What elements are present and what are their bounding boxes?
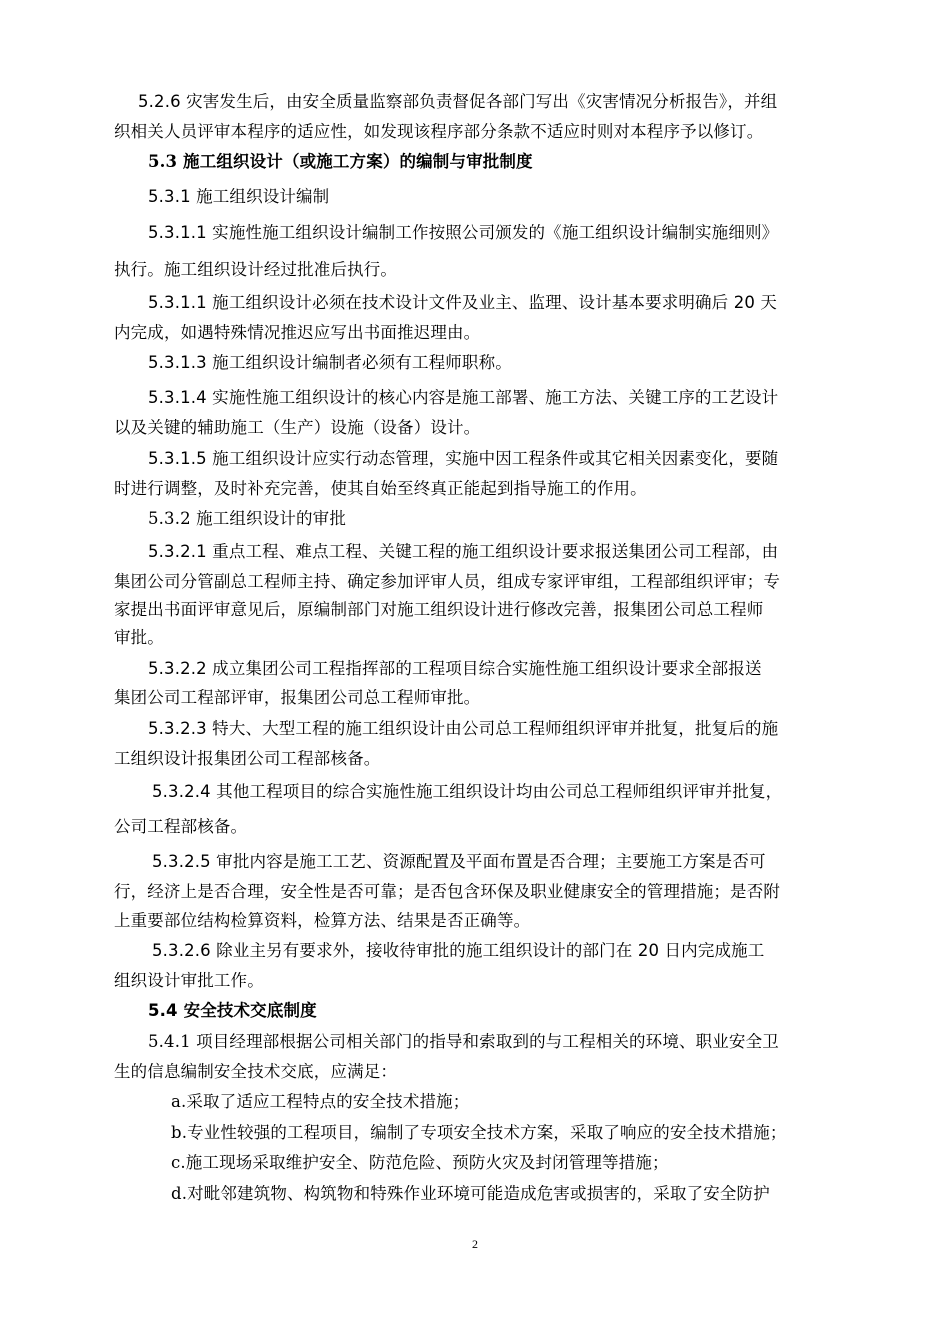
page-number: 2 xyxy=(472,1237,478,1251)
paragraph-5-3-2-1-line-3: 家提出书面评审意见后，原编制部门对施工组织设计进行修改完善，报集团公司总工程师 xyxy=(114,600,764,619)
paragraph-5-3-2-5-line-2: 行，经济上是否合理，安全性是否可靠；是否包含环保及职业健康安全的管理措施；是否附 xyxy=(114,882,780,901)
list-item-c: c.施工现场采取维护安全、防范危险、预防火灾及封闭管理等措施； xyxy=(171,1153,669,1172)
list-item-b: b.专业性较强的工程项目，编制了专项安全技术方案，采取了响应的安全技术措施； xyxy=(171,1123,787,1142)
paragraph-5-3-2-2-line-2: 集团公司工程部评审，报集团公司总工程师审批。 xyxy=(114,688,481,707)
subsection-heading-5-3-2: 5.3.2 施工组织设计的审批 xyxy=(148,509,346,528)
section-heading-5-4: 5.4 安全技术交底制度 xyxy=(148,1001,317,1020)
paragraph-5-3-2-1-line-4: 审批。 xyxy=(114,628,164,647)
paragraph-5-4-1-line-1: 5.4.1 项目经理部根据公司相关部门的指导和索取到的与工程相关的环境、职业安全卫 xyxy=(148,1032,779,1051)
paragraph-5-2-6-line-1: 5.2.6 灾害发生后，由安全质量监察部负责督促各部门写出《灾害情况分析报告》，并组 xyxy=(138,92,778,111)
subsection-heading-5-3-1: 5.3.1 施工组织设计编制 xyxy=(148,187,330,206)
paragraph-5-3-2-6-line-1: 5.3.2.6 除业主另有要求外，接收待审批的施工组织设计的部门在 20 日内完成施工 xyxy=(152,941,765,960)
paragraph-5-3-1-1a-line-1: 5.3.1.1 实施性施工组织设计编制工作按照公司颁发的《施工组织设计编制实施细则》 xyxy=(148,223,779,242)
paragraph-5-3-2-4-line-1: 5.3.2.4 其他工程项目的综合实施性施工组织设计均由公司总工程师组织评审并批复， xyxy=(152,782,783,801)
paragraph-5-3-2-3-line-2: 工组织设计报集团公司工程部核备。 xyxy=(114,749,381,768)
paragraph-5-2-6-line-2: 织相关人员评审本程序的适应性，如发现该程序部分条款不适应时则对本程序予以修订。 xyxy=(114,122,764,141)
paragraph-5-3-1-1a-line-2: 执行。施工组织设计经过批准后执行。 xyxy=(114,260,398,279)
paragraph-5-3-1-4-line-2: 以及关键的辅助施工（生产）设施（设备）设计。 xyxy=(114,418,481,437)
paragraph-5-3-1-5-line-1: 5.3.1.5 施工组织设计应实行动态管理，实施中因工程条件或其它相关因素变化，要随 xyxy=(148,449,779,468)
paragraph-5-3-1-1b-line-1: 5.3.1.1 施工组织设计必须在技术设计文件及业主、监理、设计基本要求明确后 20 天 xyxy=(148,293,778,312)
section-heading-5-3: 5.3 施工组织设计（或施工方案）的编制与审批制度 xyxy=(148,152,533,171)
paragraph-5-3-2-2-line-1: 5.3.2.2 成立集团公司工程指挥部的工程项目综合实施性施工组织设计要求全部报送 xyxy=(148,659,762,678)
paragraph-5-3-2-5-line-3: 上重要部位结构检算资料，检算方法、结果是否正确等。 xyxy=(114,911,531,930)
paragraph-5-4-1-line-2: 生的信息编制安全技术交底，应满足： xyxy=(114,1062,398,1081)
paragraph-5-3-2-3-line-1: 5.3.2.3 特大、大型工程的施工组织设计由公司总工程师组织评审并批复，批复后的施 xyxy=(148,719,779,738)
paragraph-5-3-2-1-line-1: 5.3.2.1 重点工程、难点工程、关键工程的施工组织设计要求报送集团公司工程部，由 xyxy=(148,542,779,561)
paragraph-5-3-2-6-line-2: 组织设计审批工作。 xyxy=(114,971,264,990)
paragraph-5-3-1-4-line-1: 5.3.1.4 实施性施工组织设计的核心内容是施工部署、施工方法、关键工序的工艺设计 xyxy=(148,388,779,407)
paragraph-5-3-1-5-line-2: 时进行调整，及时补充完善，使其自始至终真正能起到指导施工的作用。 xyxy=(114,479,647,498)
clause-number: 5.2.6 xyxy=(138,92,181,111)
list-item-a: a.采取了适应工程特点的安全技术措施； xyxy=(171,1092,470,1111)
paragraph-5-3-1-1b-line-2: 内完成，如遇特殊情况推迟应写出书面推迟理由。 xyxy=(114,323,481,342)
paragraph-5-3-2-1-line-2: 集团公司分管副总工程师主持、确定参加评审人员，组成专家评审组，工程部组织评审；专 xyxy=(114,572,780,591)
paragraph-5-3-2-4-line-2: 公司工程部核备。 xyxy=(114,817,248,836)
paragraph-5-3-2-5-line-1: 5.3.2.5 审批内容是施工工艺、资源配置及平面布置是否合理；主要施工方案是否可 xyxy=(152,852,766,871)
paragraph-5-3-1-3: 5.3.1.3 施工组织设计编制者必须有工程师职称。 xyxy=(148,353,512,372)
list-item-d: d.对毗邻建筑物、构筑物和特殊作业环境可能造成危害或损害的，采取了安全防护 xyxy=(171,1184,770,1203)
